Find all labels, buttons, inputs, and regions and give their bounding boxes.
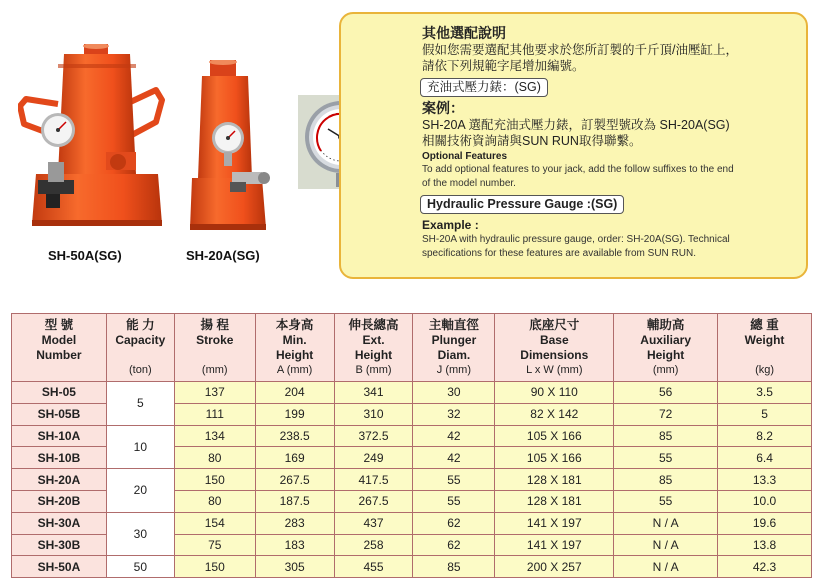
zh-title: 其他選配說明 bbox=[422, 25, 506, 41]
aux-height-cell: 85 bbox=[614, 469, 718, 491]
plunger-cell: 62 bbox=[413, 512, 495, 534]
ext-height-cell: 455 bbox=[334, 556, 413, 578]
stroke-cell: 150 bbox=[174, 556, 255, 578]
base-cell: 105 X 166 bbox=[495, 425, 614, 447]
header-stroke: 揚 程 Stroke (mm) bbox=[174, 314, 255, 382]
model-cell: SH-20B bbox=[12, 490, 107, 512]
stroke-cell: 134 bbox=[174, 425, 255, 447]
stroke-cell: 80 bbox=[174, 490, 255, 512]
weight-cell: 42.3 bbox=[718, 556, 812, 578]
min-height-cell: 238.5 bbox=[255, 425, 334, 447]
aux-height-cell: 85 bbox=[614, 425, 718, 447]
jack-sh-50a-photo bbox=[18, 44, 166, 234]
capacity-cell: 10 bbox=[106, 425, 174, 469]
zh-desc-line: 請依下列規範字尾增加編號。 bbox=[422, 59, 585, 73]
ext-height-cell: 258 bbox=[334, 534, 413, 556]
zh-example-line: SH-20A 選配充油式壓力錶，訂製型號改為 SH-20A(SG) bbox=[422, 118, 730, 132]
ext-height-cell: 372.5 bbox=[334, 425, 413, 447]
table-row bbox=[12, 469, 812, 491]
base-cell: 82 X 142 bbox=[495, 403, 614, 425]
plunger-cell: 32 bbox=[413, 403, 495, 425]
aux-height-cell: N / A bbox=[614, 556, 718, 578]
aux-height-cell: 55 bbox=[614, 447, 718, 469]
aux-height-cell: 55 bbox=[614, 490, 718, 512]
base-cell: 128 X 181 bbox=[495, 469, 614, 491]
zh-desc-line: 假如您需要選配其他要求於您所訂製的千斤頂/油壓缸上， bbox=[422, 43, 738, 57]
stroke-cell: 137 bbox=[174, 382, 255, 404]
capacity-cell: 30 bbox=[106, 512, 174, 556]
weight-cell: 10.0 bbox=[718, 490, 812, 512]
zh-option-label: 充油式壓力錶：(SG) bbox=[420, 78, 548, 97]
jack-sh-20a-photo bbox=[190, 60, 272, 234]
stroke-cell: 75 bbox=[174, 534, 255, 556]
zh-example-line: 相關技術資詢請與SUN RUN取得聯繫。 bbox=[422, 134, 642, 148]
model-cell: SH-05B bbox=[12, 403, 107, 425]
weight-cell: 19.6 bbox=[718, 512, 812, 534]
min-height-cell: 199 bbox=[255, 403, 334, 425]
optional-features-content bbox=[422, 24, 800, 261]
specifications-table bbox=[11, 313, 812, 578]
header-min-height: 本身高 Min. Height A (mm) bbox=[255, 314, 334, 382]
zh-example-title: 案例： bbox=[422, 100, 464, 116]
optional-features-box bbox=[339, 12, 808, 279]
ext-height-cell: 310 bbox=[334, 403, 413, 425]
weight-cell: 13.3 bbox=[718, 469, 812, 491]
header-capacity: 能 力 Capacity (ton) bbox=[106, 314, 174, 382]
plunger-cell: 85 bbox=[413, 556, 495, 578]
en-option-label: Hydraulic Pressure Gauge :(SG) bbox=[420, 195, 624, 214]
min-height-cell: 187.5 bbox=[255, 490, 334, 512]
capacity-cell: 5 bbox=[106, 382, 174, 426]
ext-height-cell: 417.5 bbox=[334, 469, 413, 491]
min-height-cell: 204 bbox=[255, 382, 334, 404]
weight-cell: 8.2 bbox=[718, 425, 812, 447]
model-cell: SH-05 bbox=[12, 382, 107, 404]
aux-height-cell: 72 bbox=[614, 403, 718, 425]
plunger-cell: 55 bbox=[413, 490, 495, 512]
plunger-cell: 55 bbox=[413, 469, 495, 491]
model-cell: SH-10B bbox=[12, 447, 107, 469]
table-row bbox=[12, 425, 812, 447]
stroke-cell: 150 bbox=[174, 469, 255, 491]
caption-sh-50a-sg: SH-50A(SG) bbox=[48, 248, 122, 263]
ext-height-cell: 341 bbox=[334, 382, 413, 404]
ext-height-cell: 249 bbox=[334, 447, 413, 469]
header-ext-height: 伸長總高 Ext. Height B (mm) bbox=[334, 314, 413, 382]
capacity-cell: 20 bbox=[106, 469, 174, 513]
header-model: 型 號 Model Number bbox=[12, 314, 107, 382]
model-cell: SH-30B bbox=[12, 534, 107, 556]
capacity-cell: 50 bbox=[106, 556, 174, 578]
model-cell: SH-10A bbox=[12, 425, 107, 447]
en-example-line: specifications for these features are available from SUN RUN. bbox=[422, 248, 697, 259]
model-cell: SH-20A bbox=[12, 469, 107, 491]
table-header-row bbox=[12, 314, 812, 382]
en-desc-line: of the model number. bbox=[422, 178, 516, 189]
aux-height-cell: N / A bbox=[614, 512, 718, 534]
base-cell: 105 X 166 bbox=[495, 447, 614, 469]
plunger-cell: 62 bbox=[413, 534, 495, 556]
base-cell: 141 X 197 bbox=[495, 534, 614, 556]
header-weight: 總 重 Weight (kg) bbox=[718, 314, 812, 382]
caption-sh-20a-sg: SH-20A(SG) bbox=[186, 248, 260, 263]
header-auxiliary-height: 輔助高 Auxiliary Height (mm) bbox=[614, 314, 718, 382]
table-row bbox=[12, 512, 812, 534]
plunger-cell: 42 bbox=[413, 447, 495, 469]
en-title: Optional Features bbox=[422, 151, 508, 162]
aux-height-cell: N / A bbox=[614, 534, 718, 556]
model-cell: SH-30A bbox=[12, 512, 107, 534]
header-base-dimensions: 底座尺寸 Base Dimensions L x W (mm) bbox=[495, 314, 614, 382]
model-cell: SH-50A bbox=[12, 556, 107, 578]
aux-height-cell: 56 bbox=[614, 382, 718, 404]
plunger-cell: 42 bbox=[413, 425, 495, 447]
stroke-cell: 111 bbox=[174, 403, 255, 425]
header-plunger-diam: 主軸直徑 Plunger Diam. J (mm) bbox=[413, 314, 495, 382]
min-height-cell: 183 bbox=[255, 534, 334, 556]
base-cell: 141 X 197 bbox=[495, 512, 614, 534]
min-height-cell: 283 bbox=[255, 512, 334, 534]
ext-height-cell: 437 bbox=[334, 512, 413, 534]
en-example-title: Example : bbox=[422, 218, 479, 232]
weight-cell: 13.8 bbox=[718, 534, 812, 556]
min-height-cell: 267.5 bbox=[255, 469, 334, 491]
base-cell: 128 X 181 bbox=[495, 490, 614, 512]
stroke-cell: 154 bbox=[174, 512, 255, 534]
table-row bbox=[12, 382, 812, 404]
weight-cell: 5 bbox=[718, 403, 812, 425]
weight-cell: 3.5 bbox=[718, 382, 812, 404]
en-desc-line: To add optional features to your jack, add the follow suffixes to the end bbox=[422, 164, 734, 175]
ext-height-cell: 267.5 bbox=[334, 490, 413, 512]
base-cell: 90 X 110 bbox=[495, 382, 614, 404]
base-cell: 200 X 257 bbox=[495, 556, 614, 578]
stroke-cell: 80 bbox=[174, 447, 255, 469]
min-height-cell: 305 bbox=[255, 556, 334, 578]
plunger-cell: 30 bbox=[413, 382, 495, 404]
weight-cell: 6.4 bbox=[718, 447, 812, 469]
en-example-line: SH-20A with hydraulic pressure gauge, order: SH-20A(SG). Technical bbox=[422, 234, 730, 245]
table-row bbox=[12, 556, 812, 578]
min-height-cell: 169 bbox=[255, 447, 334, 469]
